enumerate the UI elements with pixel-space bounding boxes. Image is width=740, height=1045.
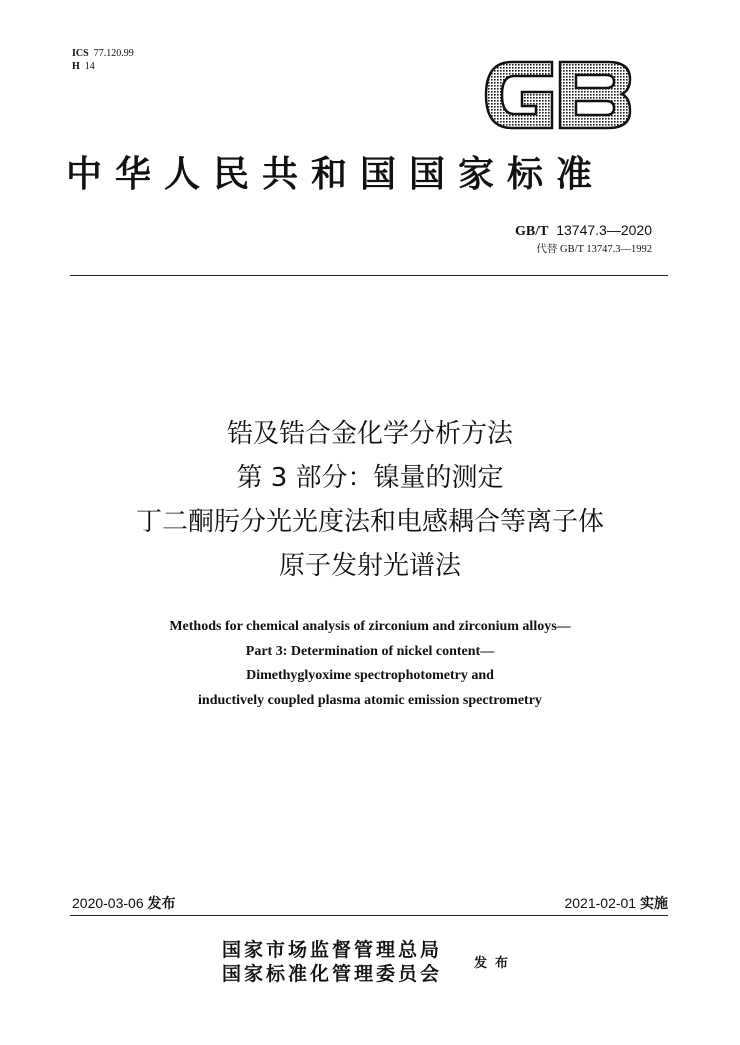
standard-number: 13747.3—2020: [556, 222, 652, 238]
classification-codes: [72, 47, 134, 73]
standard-number-block: [515, 222, 652, 256]
implement-date: 2021-02-01: [564, 895, 637, 911]
top-divider: [70, 275, 668, 276]
issuer-line-1: 国家市场监督管理总局: [222, 939, 443, 961]
chinese-title: [0, 412, 740, 588]
chinese-title-line-3: 丁二酮肟分光光度法和电感耦合等离子体: [135, 507, 604, 537]
issuing-authorities: [222, 938, 442, 986]
issue-label: 发布: [147, 896, 176, 912]
issuer-line-2: 国家标准化管理委员会: [222, 963, 443, 985]
chinese-title-line-4: 原子发射光谱法: [278, 551, 461, 581]
gb-logo-text: GB: [482, 58, 484, 59]
chinese-title-line-1: 锆及锆合金化学分析方法: [226, 419, 513, 449]
issue-date-block: [72, 893, 176, 913]
ccs-label: H: [72, 61, 80, 72]
replaces-note: 代替 GB/T 13747.3—1992: [536, 244, 652, 255]
ics-code: 77.120.99: [93, 48, 134, 59]
issue-action: 发布: [474, 956, 517, 971]
english-title: [0, 615, 740, 713]
bottom-divider: [70, 915, 668, 916]
chinese-title-line-2: 第 3 部分：镍量的测定: [236, 463, 504, 493]
ics-label: ICS: [72, 48, 89, 59]
implement-date-block: [564, 893, 668, 913]
ccs-code: 14: [84, 61, 95, 72]
english-title-line-2: Part 3: Determination of nickel content—: [245, 643, 495, 659]
english-title-line-3: Dimethyglyoxime spectrophotometry and: [246, 668, 494, 683]
implement-label: 实施: [640, 896, 668, 912]
standard-prefix: GB/T: [514, 224, 549, 239]
english-title-line-4: inductively coupled plasma atomic emission spectrometry: [198, 692, 542, 708]
gb-logo-icon: [482, 58, 634, 132]
national-standard-title: 中华人民共和国国家标准: [66, 153, 606, 195]
english-title-line-1: Methods for chemical analysis of zirconium and zirconium alloys—: [169, 619, 571, 634]
issue-date: 2020-03-06: [72, 895, 144, 911]
